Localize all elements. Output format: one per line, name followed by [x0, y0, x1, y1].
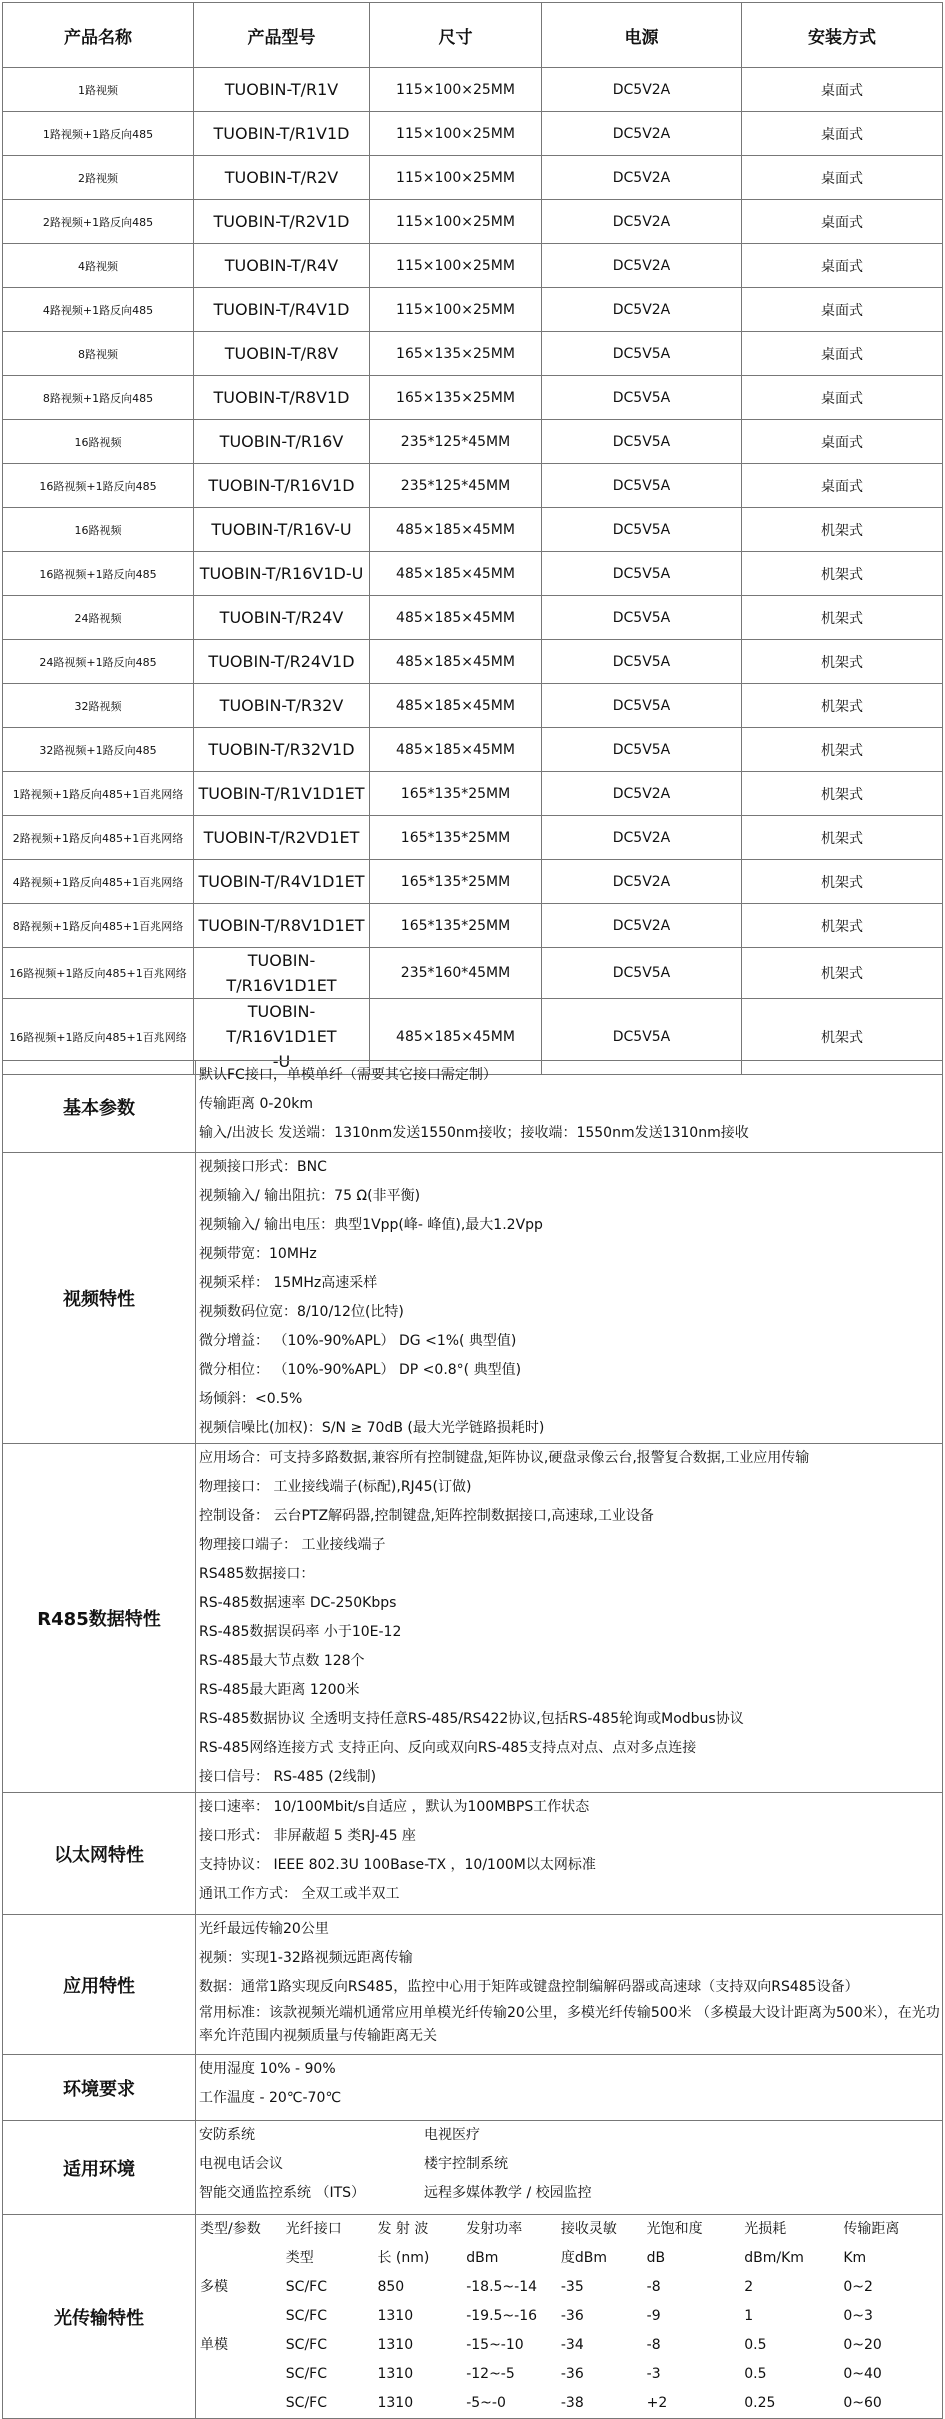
product-name-cell: 2路视频+1路反向485+1百兆网络 — [3, 816, 194, 860]
product-mount-cell: 机架式 — [742, 904, 943, 948]
product-power-cell: DC5V5A — [542, 332, 742, 376]
optical-cell — [198, 2360, 284, 2389]
product-mount-cell: 机架式 — [742, 640, 943, 684]
spec-usage-content — [196, 2121, 943, 2215]
optical-cell: 0~40 — [843, 2366, 882, 2382]
spec-environment — [3, 2055, 943, 2121]
spec-usage — [3, 2121, 943, 2215]
product-name-cell: 8路视频 — [3, 332, 194, 376]
product-model-cell: TUOBIN-T/R2V1D — [194, 200, 370, 244]
product-row — [3, 772, 943, 816]
optical-cell — [198, 2244, 284, 2273]
product-size-cell: 165*135*25MM — [370, 772, 542, 816]
spec-line: RS-485数据协议 全透明支持任意RS-485/RS422协议,包括RS-485轮询或Modbus协议 — [199, 1711, 744, 1727]
optical-cell: 1310 — [377, 2337, 414, 2353]
optical-cell: -9 — [646, 2308, 661, 2324]
optical-cell: 光纤接口 — [285, 2221, 342, 2237]
optical-cell: 度dBm — [560, 2250, 607, 2266]
spec-line: 场倾斜：<0.5% — [199, 1391, 303, 1407]
product-size-cell: 485×185×45MM — [370, 684, 542, 728]
product-size-cell: 235*160*45MM — [370, 948, 542, 999]
product-row — [3, 948, 943, 999]
product-row — [3, 728, 943, 772]
spec-video-label: 视频特性 — [3, 1153, 196, 1444]
optical-cell: 0.25 — [744, 2395, 776, 2411]
product-model-cell: TUOBIN-T/R16V1D-U — [194, 552, 370, 596]
spec-video — [3, 1153, 943, 1444]
product-row — [3, 904, 943, 948]
spec-environment-label: 环境要求 — [3, 2055, 196, 2121]
spec-basic — [3, 1061, 943, 1153]
spec-optical-label: 光传输特性 — [3, 2215, 196, 2419]
product-name-cell: 4路视频 — [3, 244, 194, 288]
product-table-body — [3, 68, 943, 1075]
product-mount-cell: 桌面式 — [742, 288, 943, 332]
spec-basic-label: 基本参数 — [3, 1061, 196, 1153]
product-row — [3, 860, 943, 904]
product-model-cell: TUOBIN-T/R24V1D — [194, 640, 370, 684]
product-model-cell: TUOBIN-T/R2VD1ET — [194, 816, 370, 860]
product-model-cell: TUOBIN-T/R1V1D — [194, 112, 370, 156]
product-power-cell: DC5V2A — [542, 112, 742, 156]
optical-cell — [198, 2389, 284, 2418]
optical-cell: 0~60 — [843, 2395, 882, 2411]
product-name-cell: 16路视频+1路反向485+1百兆网络 — [3, 948, 194, 999]
optical-cell: -36 — [560, 2366, 584, 2382]
optical-cell: 0~20 — [843, 2337, 882, 2353]
spec-line: RS-485数据速率 DC-250Kbps — [199, 1595, 397, 1611]
spec-line: 接口信号： RS-485 (2线制) — [199, 1769, 377, 1785]
usage-row — [199, 2121, 942, 2150]
spec-basic-content — [196, 1061, 943, 1153]
product-name-cell: 16路视频 — [3, 508, 194, 552]
product-model-cell: TUOBIN-T/R4V1D1ET — [194, 860, 370, 904]
optical-cell: 1 — [744, 2308, 754, 2324]
product-model-cell: TUOBIN-T/R16V1D1ET — [194, 948, 370, 999]
product-mount-cell: 桌面式 — [742, 376, 943, 420]
spec-application-content — [196, 1915, 943, 2055]
product-power-cell: DC5V2A — [542, 772, 742, 816]
spec-table — [2, 1060, 943, 2419]
product-model-line: TUOBIN-T/R16V1D1ET — [226, 1002, 337, 1046]
optical-cell: -19.5~-16 — [466, 2308, 538, 2324]
spec-rs485 — [3, 1444, 943, 1793]
spec-line: 微分增益： （10%-90%APL） DG <1%( 典型值) — [199, 1333, 517, 1349]
optical-table — [198, 2215, 939, 2418]
spec-line: 应用场合：可支持多路数据,兼容所有控制键盘,矩阵协议,硬盘录像云台,报警复合数据,工业应用传输 — [199, 1450, 810, 1466]
product-mount-cell: 桌面式 — [742, 68, 943, 112]
usage-item: 电视医疗 — [424, 2127, 480, 2143]
spec-rs485-content — [196, 1444, 943, 1793]
product-mount-cell: 机架式 — [742, 508, 943, 552]
header-size: 尺寸 — [370, 3, 542, 68]
product-size-cell: 485×185×45MM — [370, 552, 542, 596]
optical-cell: dBm/Km — [744, 2250, 804, 2266]
product-size-cell: 485×185×45MM — [370, 728, 542, 772]
spec-line: 接口速率： 10/100Mbit/s自适应 ，默认为100MBPS工作状态 — [199, 1799, 590, 1815]
product-name-cell: 16路视频+1路反向485 — [3, 552, 194, 596]
product-name-cell: 24路视频 — [3, 596, 194, 640]
product-size-cell: 485×185×45MM — [370, 596, 542, 640]
product-size-cell: 115×100×25MM — [370, 112, 542, 156]
optical-cell: 2 — [744, 2279, 754, 2295]
product-row — [3, 816, 943, 860]
optical-cell: -34 — [560, 2337, 584, 2353]
usage-item: 远程多媒体教学 / 校园监控 — [424, 2185, 592, 2201]
optical-row — [198, 2389, 939, 2418]
product-row — [3, 332, 943, 376]
product-name-cell: 1路视频+1路反向485+1百兆网络 — [3, 772, 194, 816]
optical-cell: 0.5 — [744, 2337, 767, 2353]
optical-cell: 长 (nm) — [377, 2250, 430, 2266]
spec-line: 微分相位： （10%-90%APL） DP <0.8°( 典型值) — [199, 1362, 522, 1378]
product-row — [3, 464, 943, 508]
spec-line: 默认FC接口，单模单纤（需要其它接口需定制） — [199, 1067, 497, 1083]
product-model-cell: TUOBIN-T/R32V1D — [194, 728, 370, 772]
spec-line: 视频：实现1-32路视频远距离传输 — [199, 1950, 413, 1966]
optical-cell: 0~3 — [843, 2308, 873, 2324]
product-power-cell: DC5V2A — [542, 860, 742, 904]
product-mount-cell: 桌面式 — [742, 156, 943, 200]
spec-line: RS-485最大距离 1200米 — [199, 1682, 360, 1698]
optical-cell: -38 — [560, 2395, 584, 2411]
product-mount-cell: 桌面式 — [742, 112, 943, 156]
product-mount-cell: 桌面式 — [742, 332, 943, 376]
product-name-cell: 32路视频+1路反向485 — [3, 728, 194, 772]
spec-line: 物理接口端子： 工业接线端子 — [199, 1537, 386, 1553]
spec-line: 视频数码位宽：8/10/12位(比特) — [199, 1304, 404, 1320]
optical-cell: 1310 — [377, 2395, 414, 2411]
product-row — [3, 112, 943, 156]
product-name-cell: 4路视频+1路反向485 — [3, 288, 194, 332]
product-mount-cell: 桌面式 — [742, 200, 943, 244]
spec-ethernet — [3, 1793, 943, 1915]
product-mount-cell: 桌面式 — [742, 420, 943, 464]
optical-row — [198, 2244, 939, 2273]
product-name-cell: 32路视频 — [3, 684, 194, 728]
product-mount-cell: 机架式 — [742, 948, 943, 999]
header-mount-type: 安装方式 — [742, 3, 943, 68]
product-mount-cell: 机架式 — [742, 728, 943, 772]
spec-application — [3, 1915, 943, 2055]
optical-cell: 850 — [377, 2279, 405, 2295]
optical-row — [198, 2360, 939, 2389]
spec-line: 数据：通常1路实现反向RS485，监控中心用于矩阵或键盘控制编解码器或高速球（支持双向RS485设备） — [199, 1979, 859, 1995]
product-name-cell: 4路视频+1路反向485+1百兆网络 — [3, 860, 194, 904]
optical-cell: 接收灵敏 — [560, 2221, 617, 2237]
optical-cell: -35 — [560, 2279, 584, 2295]
product-model-cell: TUOBIN-T/R1V — [194, 68, 370, 112]
optical-cell: SC/FC — [285, 2308, 327, 2324]
product-name-cell: 16路视频+1路反向485+1百兆网络 — [3, 999, 194, 1075]
optical-cell: 光损耗 — [744, 2221, 787, 2237]
optical-cell: 类型/参数 — [200, 2221, 261, 2237]
product-size-cell: 165×135×25MM — [370, 332, 542, 376]
spec-usage-label: 适用环境 — [3, 2121, 196, 2215]
product-power-cell: DC5V5A — [542, 728, 742, 772]
product-power-cell: DC5V2A — [542, 244, 742, 288]
product-power-cell: DC5V5A — [542, 999, 742, 1075]
product-name-cell: 2路视频 — [3, 156, 194, 200]
optical-row — [198, 2302, 939, 2331]
usage-item: 电视电话会议 — [199, 2156, 283, 2172]
usage-item: 楼宇控制系统 — [424, 2156, 508, 2172]
product-model-cell: TUOBIN-T/R4V1D — [194, 288, 370, 332]
product-row — [3, 684, 943, 728]
usage-item: 智能交通监控系统 （ITS） — [199, 2185, 366, 2201]
product-model-cell: TUOBIN-T/R32V — [194, 684, 370, 728]
product-size-cell: 115×100×25MM — [370, 200, 542, 244]
spec-line: 视频输入/ 输出电压：典型1Vpp(峰- 峰值),最大1.2Vpp — [199, 1217, 543, 1233]
spec-video-content — [196, 1153, 943, 1444]
product-name-cell: 8路视频+1路反向485 — [3, 376, 194, 420]
optical-cell: 类型 — [285, 2250, 314, 2266]
product-size-cell: 165×135×25MM — [370, 376, 542, 420]
product-size-cell: 115×100×25MM — [370, 156, 542, 200]
product-size-cell: 235*125*45MM — [370, 464, 542, 508]
optical-cell: 光饱和度 — [646, 2221, 703, 2237]
product-mount-cell: 机架式 — [742, 596, 943, 640]
optical-cell — [198, 2302, 284, 2331]
product-model-cell: TUOBIN-T/R8V1D1ET — [194, 904, 370, 948]
spec-ethernet-label: 以太网特性 — [3, 1793, 196, 1915]
product-size-cell: 485×185×45MM — [370, 508, 542, 552]
spec-line: 支持协议： IEEE 802.3U 100Base-TX ，10/100M以太网标准 — [199, 1857, 596, 1873]
product-size-cell: 115×100×25MM — [370, 288, 542, 332]
product-name-cell: 8路视频+1路反向485+1百兆网络 — [3, 904, 194, 948]
product-model-line: -U — [272, 1052, 291, 1071]
product-name-cell: 1路视频 — [3, 68, 194, 112]
spec-line: 传输距离 0-20km — [199, 1096, 313, 1112]
product-row — [3, 244, 943, 288]
optical-cell: -36 — [560, 2308, 584, 2324]
spec-line: 光纤最远传输20公里 — [199, 1921, 329, 1937]
product-mount-cell: 机架式 — [742, 816, 943, 860]
spec-line: 接口形式： 非屏蔽超 5 类RJ-45 座 — [199, 1828, 416, 1844]
spec-line: RS485数据接口： — [199, 1566, 315, 1582]
product-mount-cell: 机架式 — [742, 999, 943, 1075]
product-table — [2, 2, 943, 1075]
product-model-cell: TUOBIN-T/R16V1D — [194, 464, 370, 508]
spec-line: RS-485网络连接方式 支持正向、反向或双向RS-485支持点对点、点对多点连接 — [199, 1740, 697, 1756]
optical-cell: 发 射 波 — [377, 2221, 429, 2237]
optical-cell: 单模 — [200, 2337, 228, 2353]
product-name-cell: 16路视频 — [3, 420, 194, 464]
spec-application-label: 应用特性 — [3, 1915, 196, 2055]
usage-row — [199, 2179, 942, 2208]
product-mount-cell: 桌面式 — [742, 244, 943, 288]
product-power-cell: DC5V5A — [542, 508, 742, 552]
product-power-cell: DC5V5A — [542, 640, 742, 684]
spec-line: 通讯工作方式： 全双工或半双工 — [199, 1886, 400, 1902]
usage-item: 安防系统 — [199, 2127, 255, 2143]
optical-cell: SC/FC — [285, 2395, 327, 2411]
spec-ethernet-content — [196, 1793, 943, 1915]
spec-line: 工作温度 - 20℃-70℃ — [199, 2090, 342, 2106]
optical-cell: SC/FC — [285, 2337, 327, 2353]
header-product-name: 产品名称 — [3, 3, 194, 68]
optical-cell: SC/FC — [285, 2366, 327, 2382]
usage-row — [199, 2150, 942, 2179]
product-row — [3, 508, 943, 552]
product-row — [3, 200, 943, 244]
product-model-cell: TUOBIN-T/R16V — [194, 420, 370, 464]
product-model-cell: TUOBIN-T/R16V-U — [194, 508, 370, 552]
spec-line: 物理接口： 工业接线端子(标配),RJ45(订做) — [199, 1479, 472, 1495]
spec-rs485-label: R485数据特性 — [3, 1444, 196, 1793]
spec-environment-content — [196, 2055, 943, 2121]
optical-cell: dB — [646, 2250, 666, 2266]
product-row — [3, 68, 943, 112]
spec-line: RS-485最大节点数 128个 — [199, 1653, 365, 1669]
spec-line: RS-485数据误码率 小于10E-12 — [199, 1624, 402, 1640]
product-model-cell: TUOBIN-T/R8V1D — [194, 376, 370, 420]
spec-line: 使用湿度 10% - 90% — [199, 2061, 336, 2077]
optical-cell: -12~-5 — [466, 2366, 515, 2382]
optical-cell: -8 — [646, 2279, 661, 2295]
product-row — [3, 640, 943, 684]
product-power-cell: DC5V5A — [542, 684, 742, 728]
product-power-cell: DC5V2A — [542, 816, 742, 860]
product-size-cell: 165*135*25MM — [370, 904, 542, 948]
spec-line: 控制设备： 云台PTZ解码器,控制键盘,矩阵控制数据接口,高速球,工业设备 — [199, 1508, 654, 1524]
optical-cell: SC/FC — [285, 2279, 327, 2295]
product-mount-cell: 机架式 — [742, 552, 943, 596]
spec-line: 视频输入/ 输出阻抗：75 Ω(非平衡) — [199, 1188, 421, 1204]
product-power-cell: DC5V5A — [542, 596, 742, 640]
optical-row — [198, 2273, 939, 2302]
spec-line: 常用标准：该款视频光端机通常应用单模光纤传输20公里，多模光纤传输500米 （多模最大设计距离为500米），在光功率允许范围内视频质量与传输距离无关 — [199, 2005, 940, 2044]
product-row — [3, 156, 943, 200]
product-size-cell: 115×100×25MM — [370, 68, 542, 112]
header-product-model: 产品型号 — [194, 3, 370, 68]
optical-cell: 1310 — [377, 2308, 414, 2324]
product-table-header — [3, 3, 943, 68]
product-power-cell: DC5V2A — [542, 68, 742, 112]
product-model-cell: TUOBIN-T/R24V — [194, 596, 370, 640]
product-row — [3, 596, 943, 640]
product-power-cell: DC5V2A — [542, 156, 742, 200]
product-size-cell: 485×185×45MM — [370, 640, 542, 684]
optical-cell: +2 — [646, 2395, 668, 2411]
optical-cell: -3 — [646, 2366, 661, 2382]
optical-cell: -5~-0 — [466, 2395, 506, 2411]
spec-line: 视频采样： 15MHz高速采样 — [199, 1275, 378, 1291]
product-row — [3, 552, 943, 596]
optical-cell: 发射功率 — [466, 2221, 523, 2237]
product-row — [3, 420, 943, 464]
product-row — [3, 376, 943, 420]
product-name-cell: 16路视频+1路反向485 — [3, 464, 194, 508]
product-size-cell: 165*135*25MM — [370, 816, 542, 860]
optical-cell: 多模 — [200, 2279, 228, 2295]
product-power-cell: DC5V5A — [542, 420, 742, 464]
spec-optical — [3, 2215, 943, 2419]
optical-table-body — [198, 2215, 939, 2418]
spec-optical-content — [196, 2215, 943, 2419]
product-power-cell: DC5V2A — [542, 904, 742, 948]
product-mount-cell: 机架式 — [742, 684, 943, 728]
product-model-cell: TUOBIN-T/R8V — [194, 332, 370, 376]
optical-cell: 0~2 — [843, 2279, 873, 2295]
product-mount-cell: 桌面式 — [742, 464, 943, 508]
product-name-cell: 2路视频+1路反向485 — [3, 200, 194, 244]
optical-cell: 传输距离 — [843, 2221, 900, 2237]
product-model-cell: TUOBIN-T/R4V — [194, 244, 370, 288]
optical-cell: 0.5 — [744, 2366, 767, 2382]
optical-cell: 1310 — [377, 2366, 414, 2382]
product-mount-cell: 机架式 — [742, 772, 943, 816]
optical-cell: -8 — [646, 2337, 661, 2353]
product-name-cell: 24路视频+1路反向485 — [3, 640, 194, 684]
header-power: 电源 — [542, 3, 742, 68]
product-power-cell: DC5V2A — [542, 288, 742, 332]
product-size-cell: 485×185×45MM — [370, 999, 542, 1075]
product-row — [3, 288, 943, 332]
optical-row — [198, 2215, 939, 2244]
optical-cell: Km — [843, 2250, 867, 2266]
optical-row — [198, 2331, 939, 2360]
product-model-cell: TUOBIN-T/R1V1D1ET — [194, 772, 370, 816]
product-size-cell: 235*125*45MM — [370, 420, 542, 464]
optical-cell: -18.5~-14 — [466, 2279, 538, 2295]
product-size-cell: 165*135*25MM — [370, 860, 542, 904]
product-power-cell: DC5V5A — [542, 552, 742, 596]
spec-line: 视频带宽：10MHz — [199, 1246, 317, 1262]
spec-line: 视频接口形式：BNC — [199, 1159, 327, 1175]
optical-cell: -15~-10 — [466, 2337, 524, 2353]
product-mount-cell: 机架式 — [742, 860, 943, 904]
product-size-cell: 115×100×25MM — [370, 244, 542, 288]
optical-cell: dBm — [466, 2250, 499, 2266]
product-power-cell: DC5V5A — [542, 376, 742, 420]
product-name-cell: 1路视频+1路反向485 — [3, 112, 194, 156]
spec-line: 输入/出波长 发送端：1310nm发送1550nm接收；接收端：1550nm发送1310nm接收 — [199, 1125, 749, 1141]
product-power-cell: DC5V5A — [542, 464, 742, 508]
product-power-cell: DC5V5A — [542, 948, 742, 999]
spec-line: 视频信噪比(加权)：S/N ≥ 70dB (最大光学链路损耗时) — [199, 1420, 545, 1436]
product-power-cell: DC5V2A — [542, 200, 742, 244]
product-model-cell: TUOBIN-T/R2V — [194, 156, 370, 200]
